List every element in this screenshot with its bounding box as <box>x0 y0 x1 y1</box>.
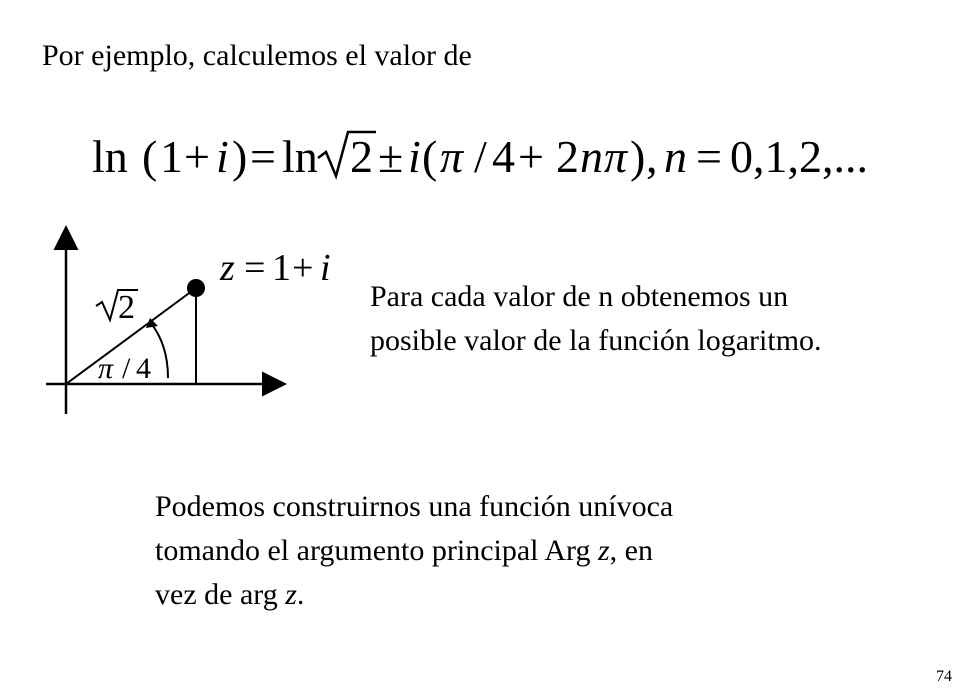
eq-plus-2: + <box>518 131 544 182</box>
eq-n-1: n <box>580 131 603 182</box>
point-z <box>187 279 205 297</box>
modulus-two: 2 <box>118 289 135 326</box>
eq-n-2: n <box>664 131 687 182</box>
eq-i-2: i <box>408 131 421 182</box>
line3-text-a: vez de arg <box>155 578 286 611</box>
eq-comma: , <box>646 131 658 182</box>
paragraph-principal-line1: Podemos construirnos una función unívoca <box>155 490 674 523</box>
point-label-equals: = <box>244 247 266 289</box>
angle-four: 4 <box>136 352 151 385</box>
line2-text-b: , en <box>609 534 653 567</box>
eq-pi-2: π <box>604 131 628 182</box>
page-number: 74 <box>936 668 952 685</box>
line3-text-b: . <box>296 578 305 611</box>
eq-close-paren-2: ) <box>630 131 646 182</box>
eq-open-paren-2: ( <box>422 131 438 182</box>
eq-one: 1 <box>160 131 183 182</box>
point-label-i: i <box>320 247 331 289</box>
paragraph-branches-line1: Para cada valor de n obtenemos un <box>370 280 789 313</box>
line3-z: z <box>285 578 297 611</box>
eq-two-under-sqrt: 2 <box>350 131 373 182</box>
eq-open-paren-1: ( <box>142 131 158 182</box>
eq-close-paren-1: ) <box>232 131 248 182</box>
eq-two-n: 2 <box>556 131 579 182</box>
line2-z: z <box>597 534 610 567</box>
eq-pi-1: π <box>440 131 464 182</box>
eq-four: 4 <box>492 131 515 182</box>
point-label-z: z <box>220 247 235 289</box>
eq-ln-1: ln <box>92 131 128 182</box>
angle-slash: / <box>122 352 131 385</box>
paragraph-principal-line2 <box>155 529 673 573</box>
paragraph-principal-branch <box>155 485 673 617</box>
paragraph-branches <box>370 275 822 363</box>
intro-text: Por ejemplo, calculemos el valor de <box>42 39 472 72</box>
paragraph-principal-line3 <box>155 573 673 617</box>
point-label-one: 1 <box>272 247 291 289</box>
eq-equals-2: = <box>696 131 722 182</box>
eq-equals-1: = <box>250 131 276 182</box>
paragraph-branches-line2: posible valor de la función logaritmo. <box>370 324 822 357</box>
line2-text-a: tomando el argumento principal Arg <box>155 534 598 567</box>
eq-plus-minus: ± <box>378 131 404 182</box>
angle-arc <box>150 322 168 378</box>
point-label-plus: + <box>292 247 314 289</box>
eq-i-1: i <box>216 131 229 182</box>
eq-plus-1: + <box>184 131 210 182</box>
angle-pi: π <box>98 352 114 385</box>
eq-ln-2: ln <box>282 131 318 182</box>
eq-values: 0,1,2,... <box>730 131 868 182</box>
eq-slash: / <box>474 131 487 182</box>
